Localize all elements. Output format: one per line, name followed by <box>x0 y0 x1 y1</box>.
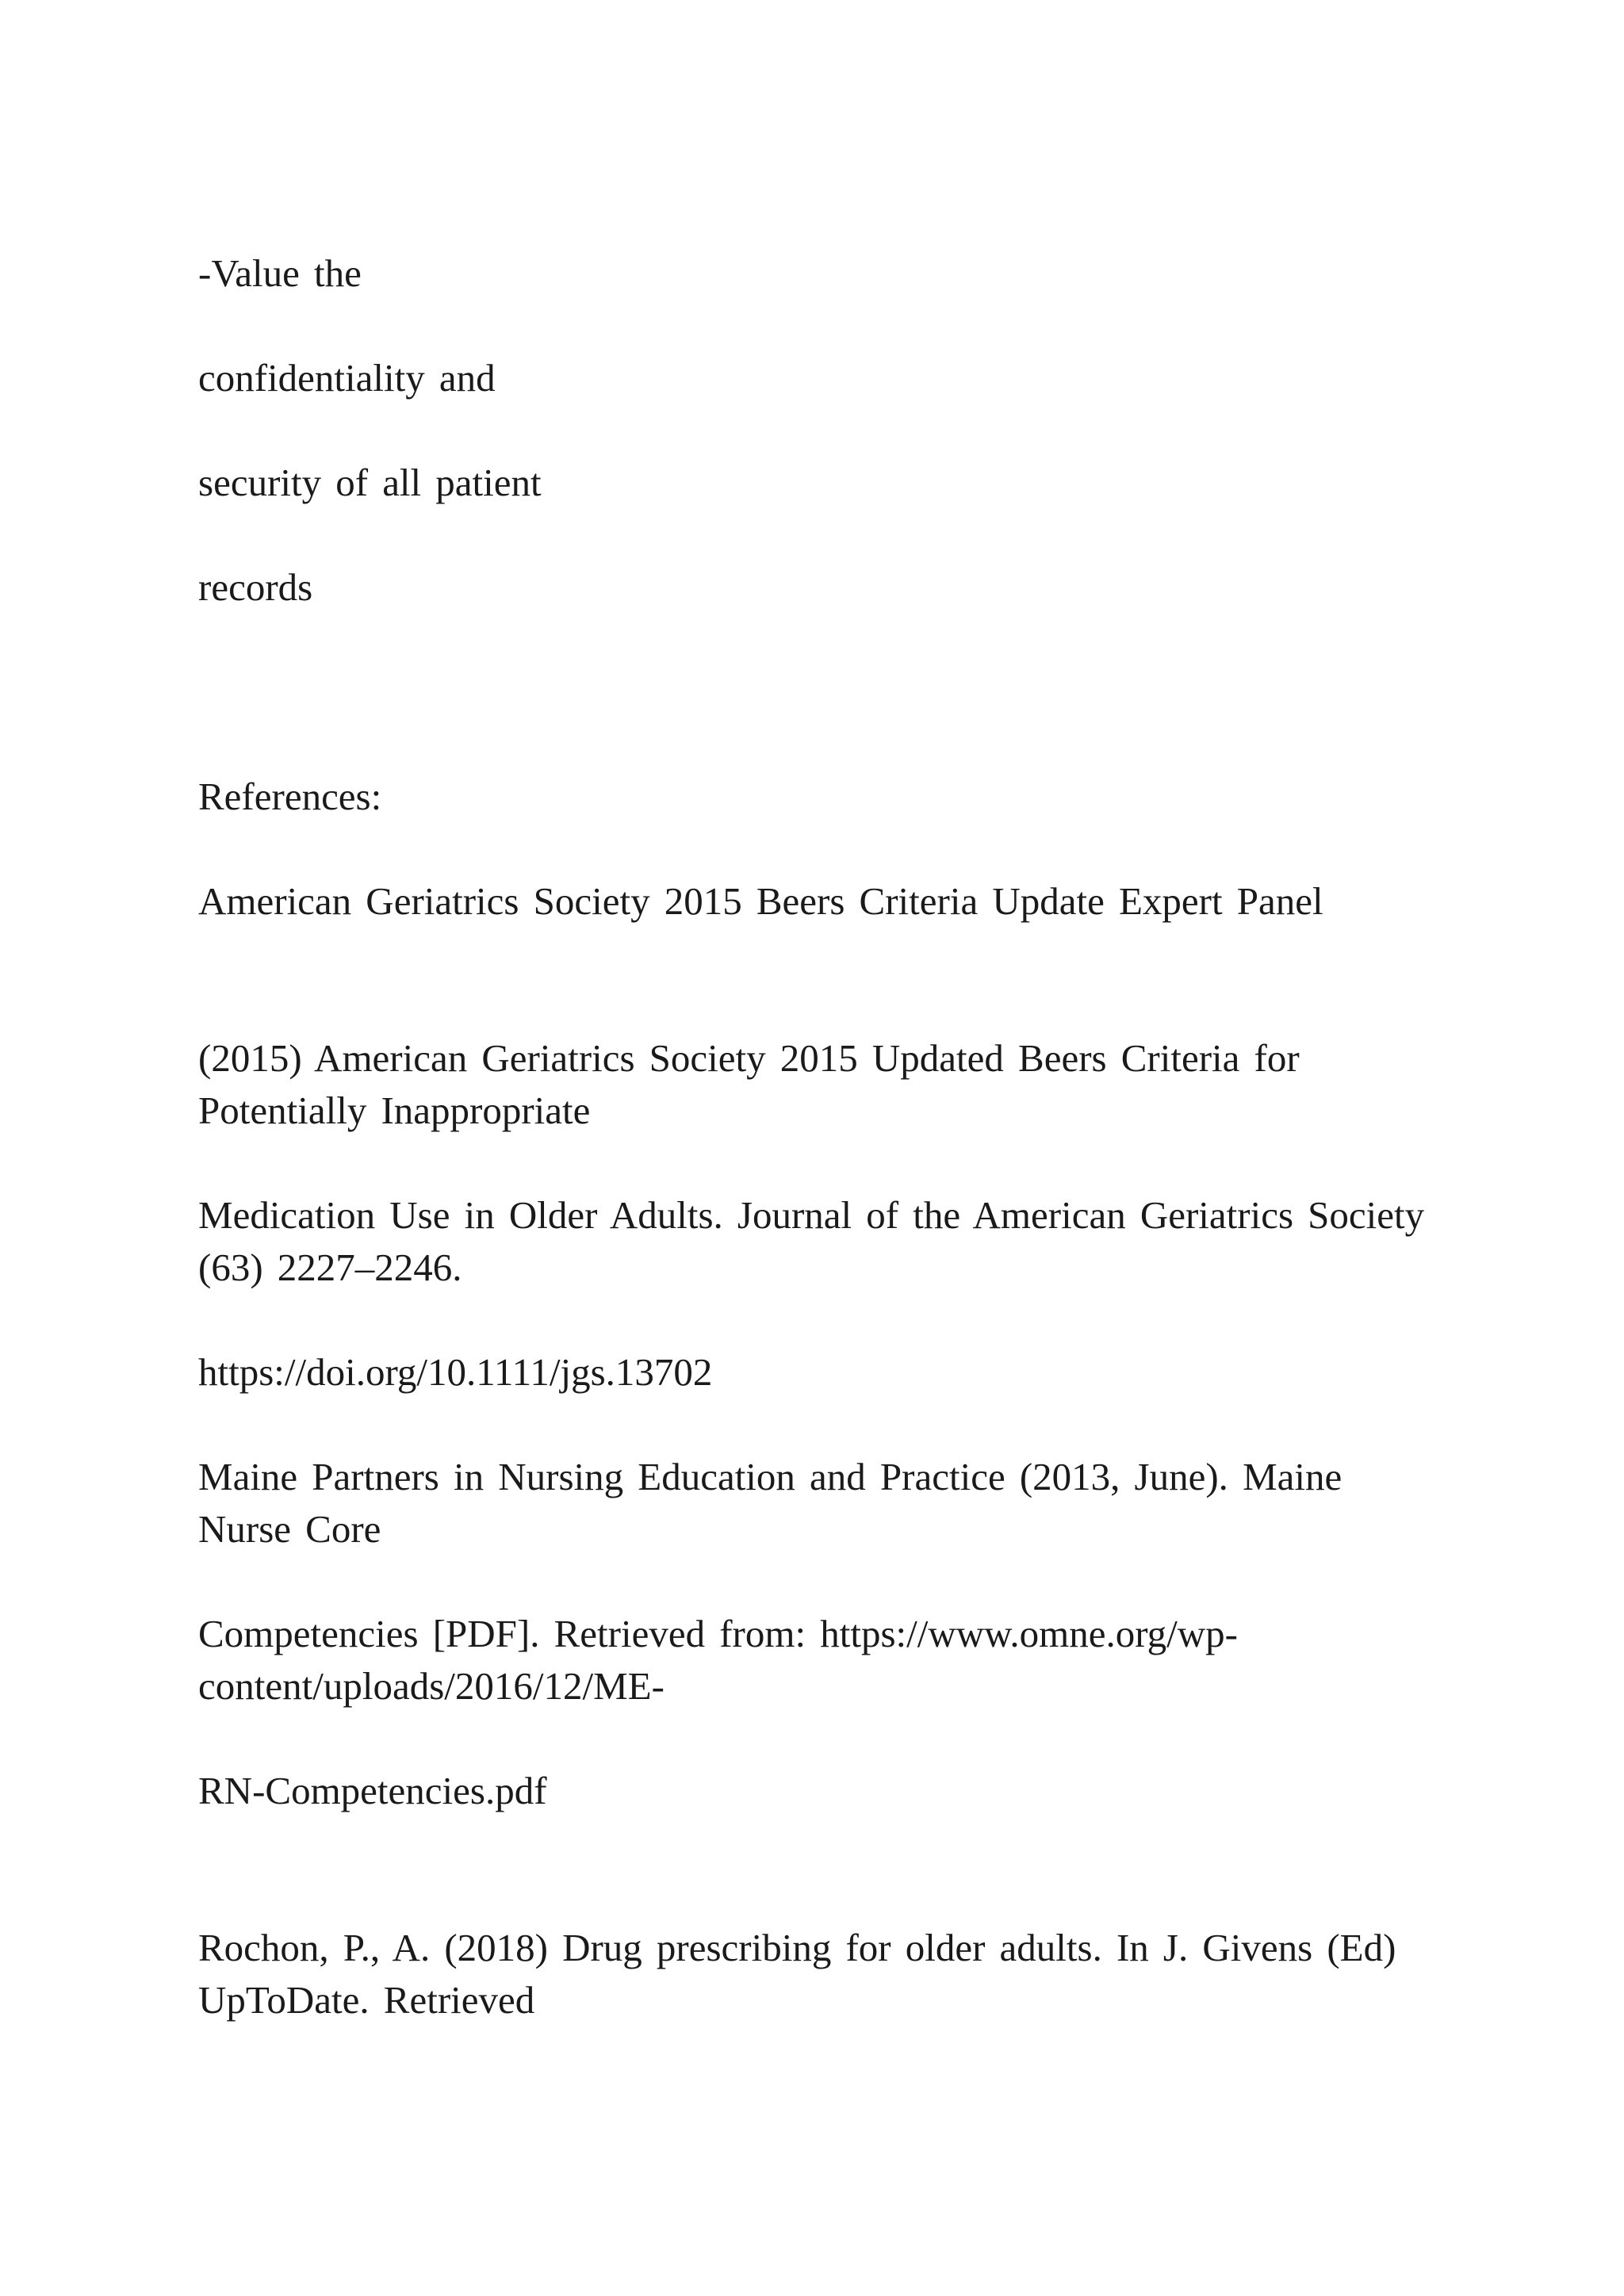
bullet-line-1: -Value the <box>198 251 362 295</box>
bullet-line-2: confidentiality and <box>198 356 496 400</box>
reference-paragraph-5: Maine Partners in Nursing Education and Practice (2013, June). Maine Nurse Core <box>198 1455 1342 1551</box>
bullet-line-3: security of all patient <box>198 461 542 504</box>
reference-paragraph-1: American Geriatrics Society 2015 Beers Criteria Update Expert Panel <box>198 879 1323 923</box>
reference-paragraph-2: (2015) American Geriatrics Society 2015 Updated Beers Criteria for Potentially Inappropriate <box>198 1036 1300 1132</box>
references-heading: References: <box>198 775 382 818</box>
bullet-line-4: records <box>198 565 313 609</box>
reference-paragraph-7: RN-Competencies.pdf <box>198 1769 547 1812</box>
reference-paragraph-8: Rochon, P., A. (2018) Drug prescribing for older adults. In J. Givens (Ed) UpToDate. Retrieved <box>198 1926 1396 2022</box>
reference-doi-link[interactable]: https://doi.org/10.1111/jgs.13702 <box>198 1350 713 1394</box>
reference-paragraph-3: Medication Use in Older Adults. Journal of the American Geriatrics Society (63) 2227–2246. <box>198 1193 1425 1289</box>
reference-paragraph-6: Competencies [PDF]. Retrieved from: https://www.omne.org/wp-content/uploads/2016/12/ME- <box>198 1612 1238 1708</box>
